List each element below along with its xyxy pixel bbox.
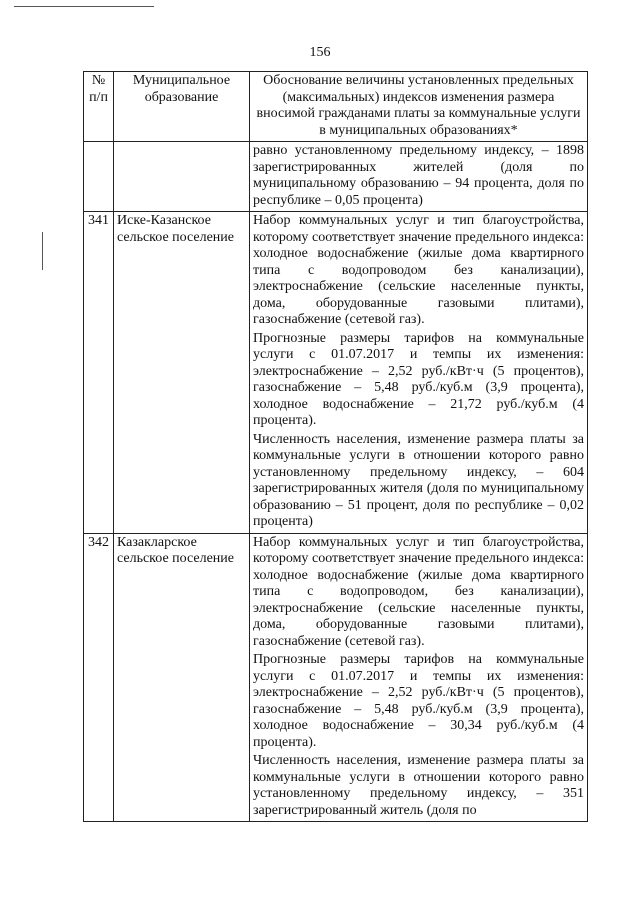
header-number: № п/п bbox=[84, 72, 114, 142]
header-justification: Обоснование величины установленных предельных (максимальных) индексов изменения размера вносимой гражданами платы за коммунальные услуги в муниципальных образованиях* bbox=[250, 72, 588, 142]
row-justification bbox=[250, 212, 588, 534]
row-justification bbox=[250, 142, 588, 212]
row-municipality: Иске-Казанское сельское поселение bbox=[114, 212, 250, 534]
table-row bbox=[84, 533, 588, 822]
services-paragraph: Набор коммунальных услуг и тип благоустройства, которому соответствует значение предельного индекса: холодное водоснабжение (жилые дома квартирного типа с водопроводом, без канализации), электроснабжение (сельские населенные пункты, дома, оборудованные газовыми плитами), газоснабжение (сетевой газ). bbox=[253, 534, 584, 649]
margin-mark bbox=[42, 232, 43, 270]
page-number: 156 bbox=[309, 45, 331, 60]
row-number bbox=[84, 142, 114, 212]
continuation-text: равно установленному предельному индексу, – 1898 зарегистрированных жителей (доля по муниципальному образованию – 94 процента, доля по республике – 0,05 процента) bbox=[253, 143, 584, 208]
top-rule bbox=[14, 6, 154, 7]
table-row-continuation bbox=[84, 142, 588, 212]
tariffs-paragraph: Прогнозные размеры тарифов на коммунальные услуги с 01.07.2017 и темпы их изменения: электроснабжение – 2,52 руб./кВт·ч (5 процентов), газоснабжение – 5,48 руб./куб.м (3,9 процента), холодное водоснабжение – 21,72 руб./куб.м (4 процента). bbox=[253, 330, 584, 428]
indices-table bbox=[83, 71, 588, 822]
population-paragraph: Численность населения, изменение размера платы за коммунальные услуги в отношении которого равно установленному предельному индексу, – 604 зарегистрированных жителя (доля по муниципальному образованию – 51 процент, доля по республике – 0,02 процента) bbox=[253, 431, 584, 529]
row-number: 341 bbox=[84, 212, 114, 534]
population-paragraph: Численность населения, изменение размера платы за коммунальные услуги в отношении которого равно установленному предельному индексу, – 351 зарегистрированный житель (доля по bbox=[253, 753, 584, 818]
tariffs-paragraph: Прогнозные размеры тарифов на коммунальные услуги с 01.07.2017 и темпы их изменения: электроснабжение – 2,52 руб./кВт·ч (5 процентов), газоснабжение – 5,48 руб./куб.м (3,9 процента), холодное водоснабжение – 30,34 руб./куб.м (4 процента). bbox=[253, 652, 584, 750]
row-municipality bbox=[114, 142, 250, 212]
row-municipality: Казакларское сельское поселение bbox=[114, 533, 250, 822]
services-paragraph: Набор коммунальных услуг и тип благоустройства, которому соответствует значение предельного индекса: холодное водоснабжение (жилые дома квартирного типа с водопроводом без канализации), электроснабжение (сельские населенные пункты, дома, оборудованные газовыми плитами), газоснабжение (сетевой газ). bbox=[253, 213, 584, 327]
table-row bbox=[84, 212, 588, 534]
row-number: 342 bbox=[84, 533, 114, 822]
table-header-row bbox=[84, 72, 588, 142]
row-justification bbox=[250, 533, 588, 822]
header-municipality: Муниципальное образование bbox=[114, 72, 250, 142]
